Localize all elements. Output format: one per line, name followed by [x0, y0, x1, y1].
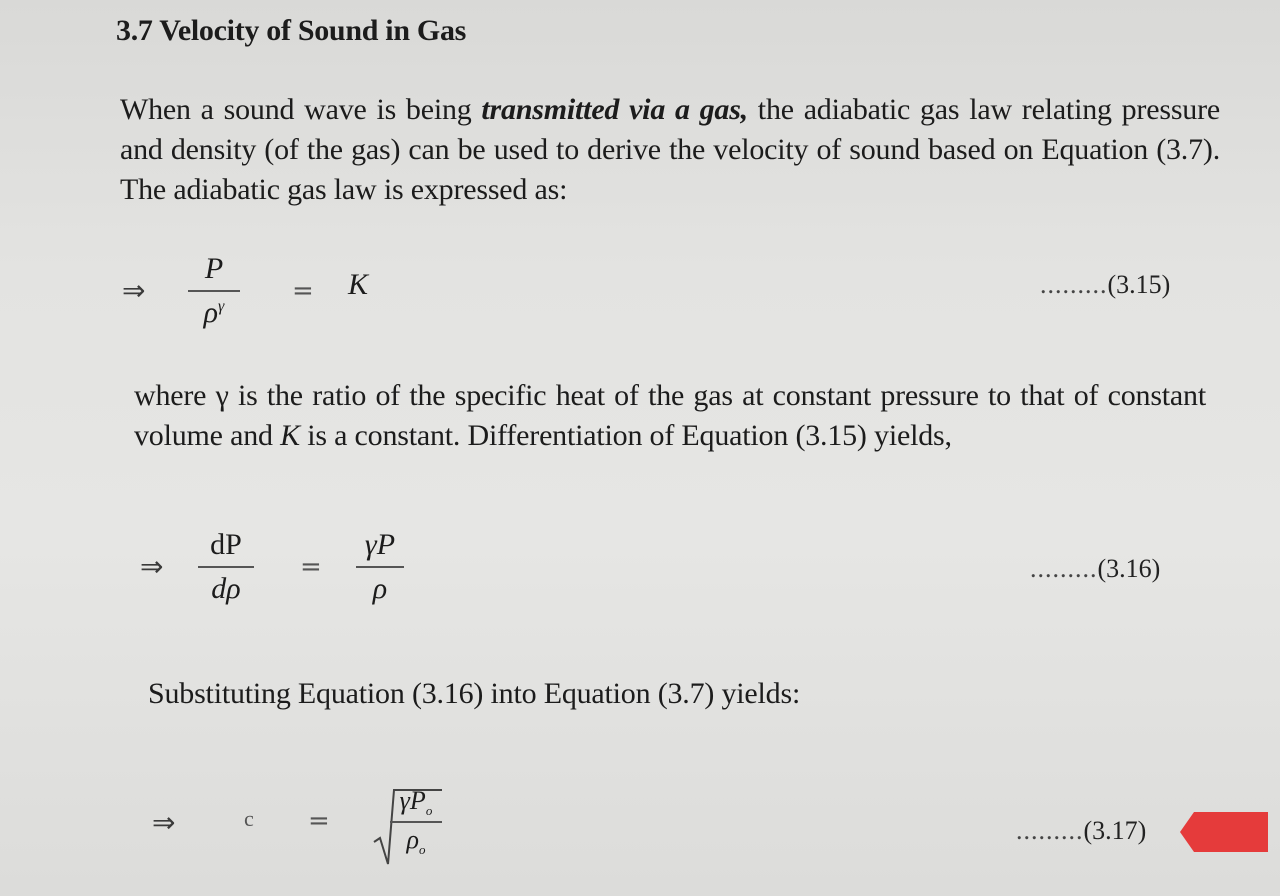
equals-sign: = — [292, 276, 314, 306]
velocity-c: c — [244, 806, 254, 831]
implies-arrow-icon: ⇒ — [140, 550, 164, 583]
eq315-denominator: $\rho^\gamma$ — [203, 296, 225, 329]
intro-emphasis: transmitted via a gas, — [481, 93, 748, 126]
equation-number-3-17: .........(3.17) — [1016, 816, 1147, 845]
section-heading: 3.7 Velocity of Sound in Gas — [116, 14, 467, 47]
equals-sign: = — [308, 806, 330, 836]
constant-k-inline: K — [280, 419, 300, 452]
paragraph-intro — [120, 90, 1220, 210]
paragraph-definition: where γ is the ratio of the specific heat of the gas at constant pressure to that of constant volume and K is a constant. Differentiation of Equation (3.15) yields, — [134, 379, 1206, 452]
eq316-rhs-numerator: γP — [364, 528, 396, 561]
equation-number-3-15: .........(3.15) — [1040, 270, 1171, 299]
equation-3-17-radicand — [390, 786, 442, 858]
implies-arrow-icon: ⇒ — [122, 274, 146, 307]
fraction-bar — [356, 566, 404, 568]
intro-text-start: When a sound wave is being — [120, 93, 482, 126]
eq316-rhs-denominator: ρ — [372, 572, 388, 605]
fraction-bar — [198, 566, 254, 568]
fraction-bar — [390, 821, 442, 823]
fraction-bar — [188, 290, 240, 292]
intro-text-end: the adiabatic gas law relating pressure and density (of the gas) can be used to derive the velocity of sound based on Equation (3.7). The adiabatic gas law is expressed as: — [120, 93, 1220, 206]
equation-number-3-16: .........(3.16) — [1030, 554, 1161, 583]
paragraph-substitution: Substituting Equation (3.16) into Equation (3.7) yields: — [148, 677, 801, 710]
equation-3-15-fraction — [188, 252, 240, 330]
equals-sign: = — [300, 552, 322, 582]
eq317-radicand-numerator: $\gamma P_o$ — [399, 786, 433, 819]
highlight-arrow-marker — [1180, 812, 1268, 852]
eq315-numerator: P — [204, 252, 224, 285]
eq317-radicand-denominator: $\rho_o$ — [406, 825, 426, 858]
eq316-lhs-numerator: dP — [210, 528, 242, 561]
eq316-lhs-denominator: dρ — [211, 572, 241, 605]
constant-k: K — [348, 268, 369, 301]
implies-arrow-icon: ⇒ — [152, 806, 176, 839]
equation-3-16-lhs-fraction — [198, 528, 254, 606]
equation-3-16-rhs-fraction — [356, 528, 404, 606]
